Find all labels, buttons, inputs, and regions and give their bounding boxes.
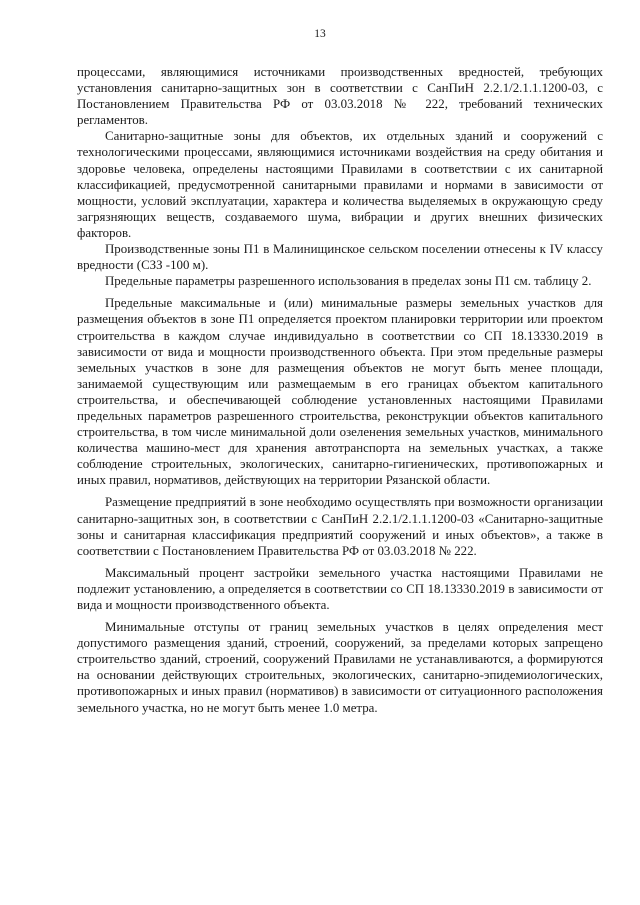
paragraph-limit-parameters: Предельные параметры разрешенного использования в пределах зоны П1 см. таблицу 2. <box>105 274 592 289</box>
paragraph-building-percentage: Максимальный процент застройки земельного участка настоящими Правилами не подлежит установлению, а определяется в соответствии со СП 18.13330.2019 в зависимости от вида и мощности производственного объекта. <box>77 565 603 612</box>
paragraph-continuation: процессами, являющимися источниками производственных вредностей, требующих установления санитарно-защитных зон в соответствии с СанПиН 2.2.1/2.1.1.1200-03, с Постановлением Правительства РФ от 03.03.2018 № 222, требований технических регламентов. <box>77 65 603 128</box>
paragraph-minimum-setbacks: Минимальные отступы от границ земельных участков в целях определения мест допустимого размещения зданий, строений, сооружений, за пределами которых запрещено строительство зданий, строений, сооружений Правилами не устанавливаются, а формируются на основании действующих строительных, экологических, санитарно-эпидемиологических, противопожарных и иных правил (нормативов) в зависимости от ситуационного расположения земельного участка, но не могут быть менее 1.0 метра. <box>77 620 603 715</box>
paragraph-sanitary-zones: Санитарно-защитные зоны для объектов, их отдельных зданий и сооружений с технологическими процессами, являющимися источниками воздействия на среду обитания и здоровье человека, определены настоящими Правилами в соответствии с их санитарной классификацией, предусмотренной санитарными правилами и нормами в зависимости от мощности, условий эксплуатации, характера и количества выделяемых в окружающую среду загрязняющих веществ, создаваемого шума, вибрации и других внешних физических факторов. <box>77 129 603 240</box>
paragraph-hazard-class: Производственные зоны П1 в Малинищинское сельском поселении отнесены к IV классу вредности (СЗЗ -100 м). <box>77 242 603 273</box>
page-number: 13 <box>314 28 326 40</box>
paragraph-enterprise-placement: Размещение предприятий в зоне необходимо осуществлять при возможности организации санитарно-защитных зон, в соответствии с СанПиН 2.2.1/2.1.1.1200-03 «Санитарно-защитные зоны и санитарная классификация предприятий сооружений и иных объектов», а также в соответствии с Постановлением Правительства РФ от 03.03.2018 № 222. <box>77 495 603 558</box>
document-body <box>77 64 603 716</box>
paragraph-plot-sizes: Предельные максимальные и (или) минимальные размеры земельных участков для размещения объектов в зоне П1 определяется проектом планировки территории или проектом строительства в каждом случае индивидуально в соответствии со СП 18.13330.2019 в зависимости от вида и мощности производственного объекта. При этом предельные размеры земельных участков в зоне для размещения объектов не могут быть менее площади, занимаемой существующим или размещаемым в его границах объектом капитального строительства, и обеспечивающей соблюдение установленных настоящими Правилами предельных параметров разрешенного строительства, реконструкции объектов капитального строительства, в том числе минимальной доли озеленения земельных участков, минимального количества машино-мест для хранения автотранспорта на земельных участках, а также соблюдение строительных, экологических, санитарно-гигиенических, противопожарных и иных правил, нормативов, действующих на территории Рязанской области. <box>77 296 603 488</box>
